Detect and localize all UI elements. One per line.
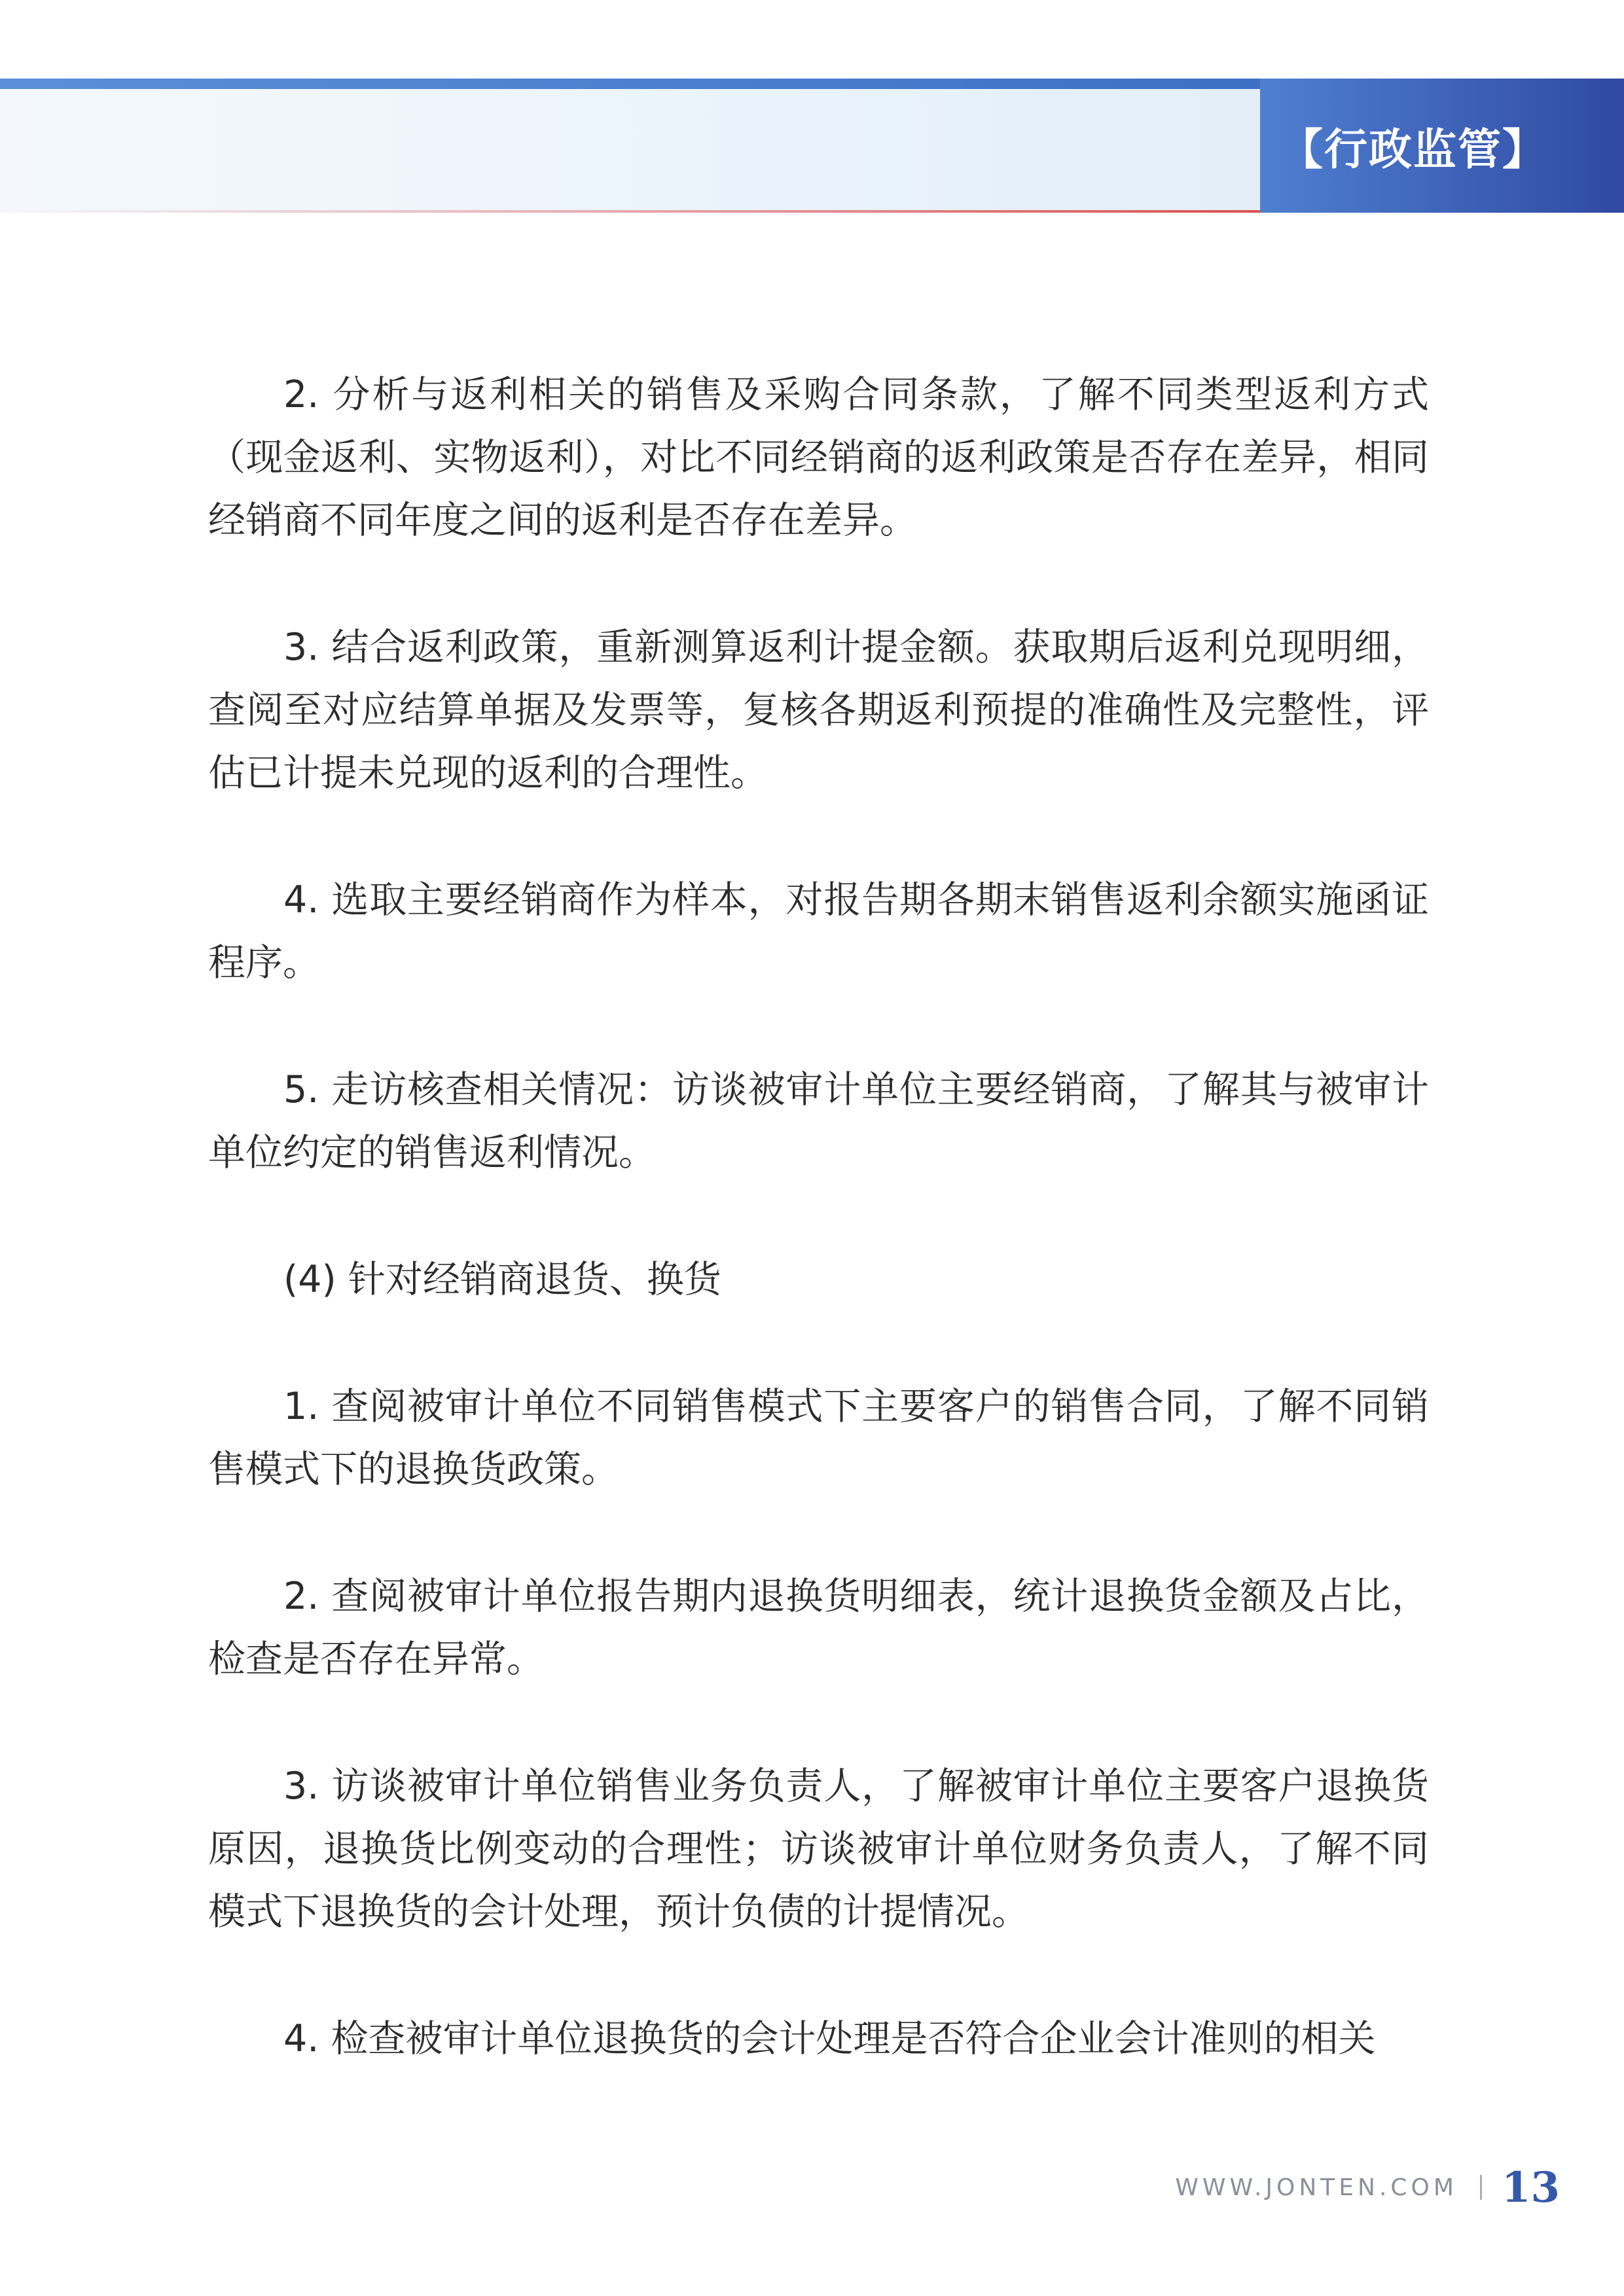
header-top-rule — [0, 79, 1260, 89]
paragraph: 1. 查阅被审计单位不同销售模式下主要客户的销售合同，了解不同销售模式下的退换货政策。 — [208, 1385, 1429, 1491]
page-header — [0, 79, 1624, 213]
paragraph: 3. 访谈被审计单位销售业务负责人，了解被审计单位主要客户退换货原因，退换货比例变动的合理性；访谈被审计单位财务负责人，了解不同模式下退换货的会计处理，预计负债的计提情况。 — [208, 1765, 1429, 1933]
paragraph: 4. 选取主要经销商作为样本，对报告期各期末销售返利余额实施函证程序。 — [208, 878, 1429, 984]
page-footer — [1175, 2158, 1560, 2217]
paragraph: 5. 走访核查相关情况：访谈被审计单位主要经销商，了解其与被审计单位约定的销售返利情况。 — [208, 1068, 1429, 1174]
paragraph: 4. 检查被审计单位退换货的会计处理是否符合企业会计准则的相关 — [283, 2017, 1376, 2060]
header-background — [0, 89, 1260, 213]
paragraph: 2. 分析与返利相关的销售及采购合同条款，了解不同类型返利方式（现金返利、实物返利），对比不同经销商的返利政策是否存在差异，相同经销商不同年度之间的返利是否存在差异。 — [208, 373, 1429, 542]
section-tag-label: 【行政监管】 — [1280, 124, 1547, 175]
paragraph: 2. 查阅被审计单位报告期内退换货明细表，统计退换货金额及占比，检查是否存在异常。 — [208, 1575, 1429, 1681]
document-body — [208, 363, 1429, 2070]
paragraph: 3. 结合返利政策，重新测算返利计提金额。获取期后返利兑现明细，查阅至对应结算单据及发票等，复核各期返利预提的准确性及完整性，评估已计提未兑现的返利的合理性。 — [208, 626, 1429, 795]
website-url: WWW.JONTEN.COM — [1175, 2174, 1458, 2201]
footer-divider — [1480, 2175, 1482, 2200]
section-tag — [1260, 79, 1624, 213]
section-subheading: (4) 针对经销商退货、换货 — [283, 1258, 721, 1301]
header-bottom-rule — [0, 210, 1260, 213]
page-number: 13 — [1501, 2162, 1560, 2212]
